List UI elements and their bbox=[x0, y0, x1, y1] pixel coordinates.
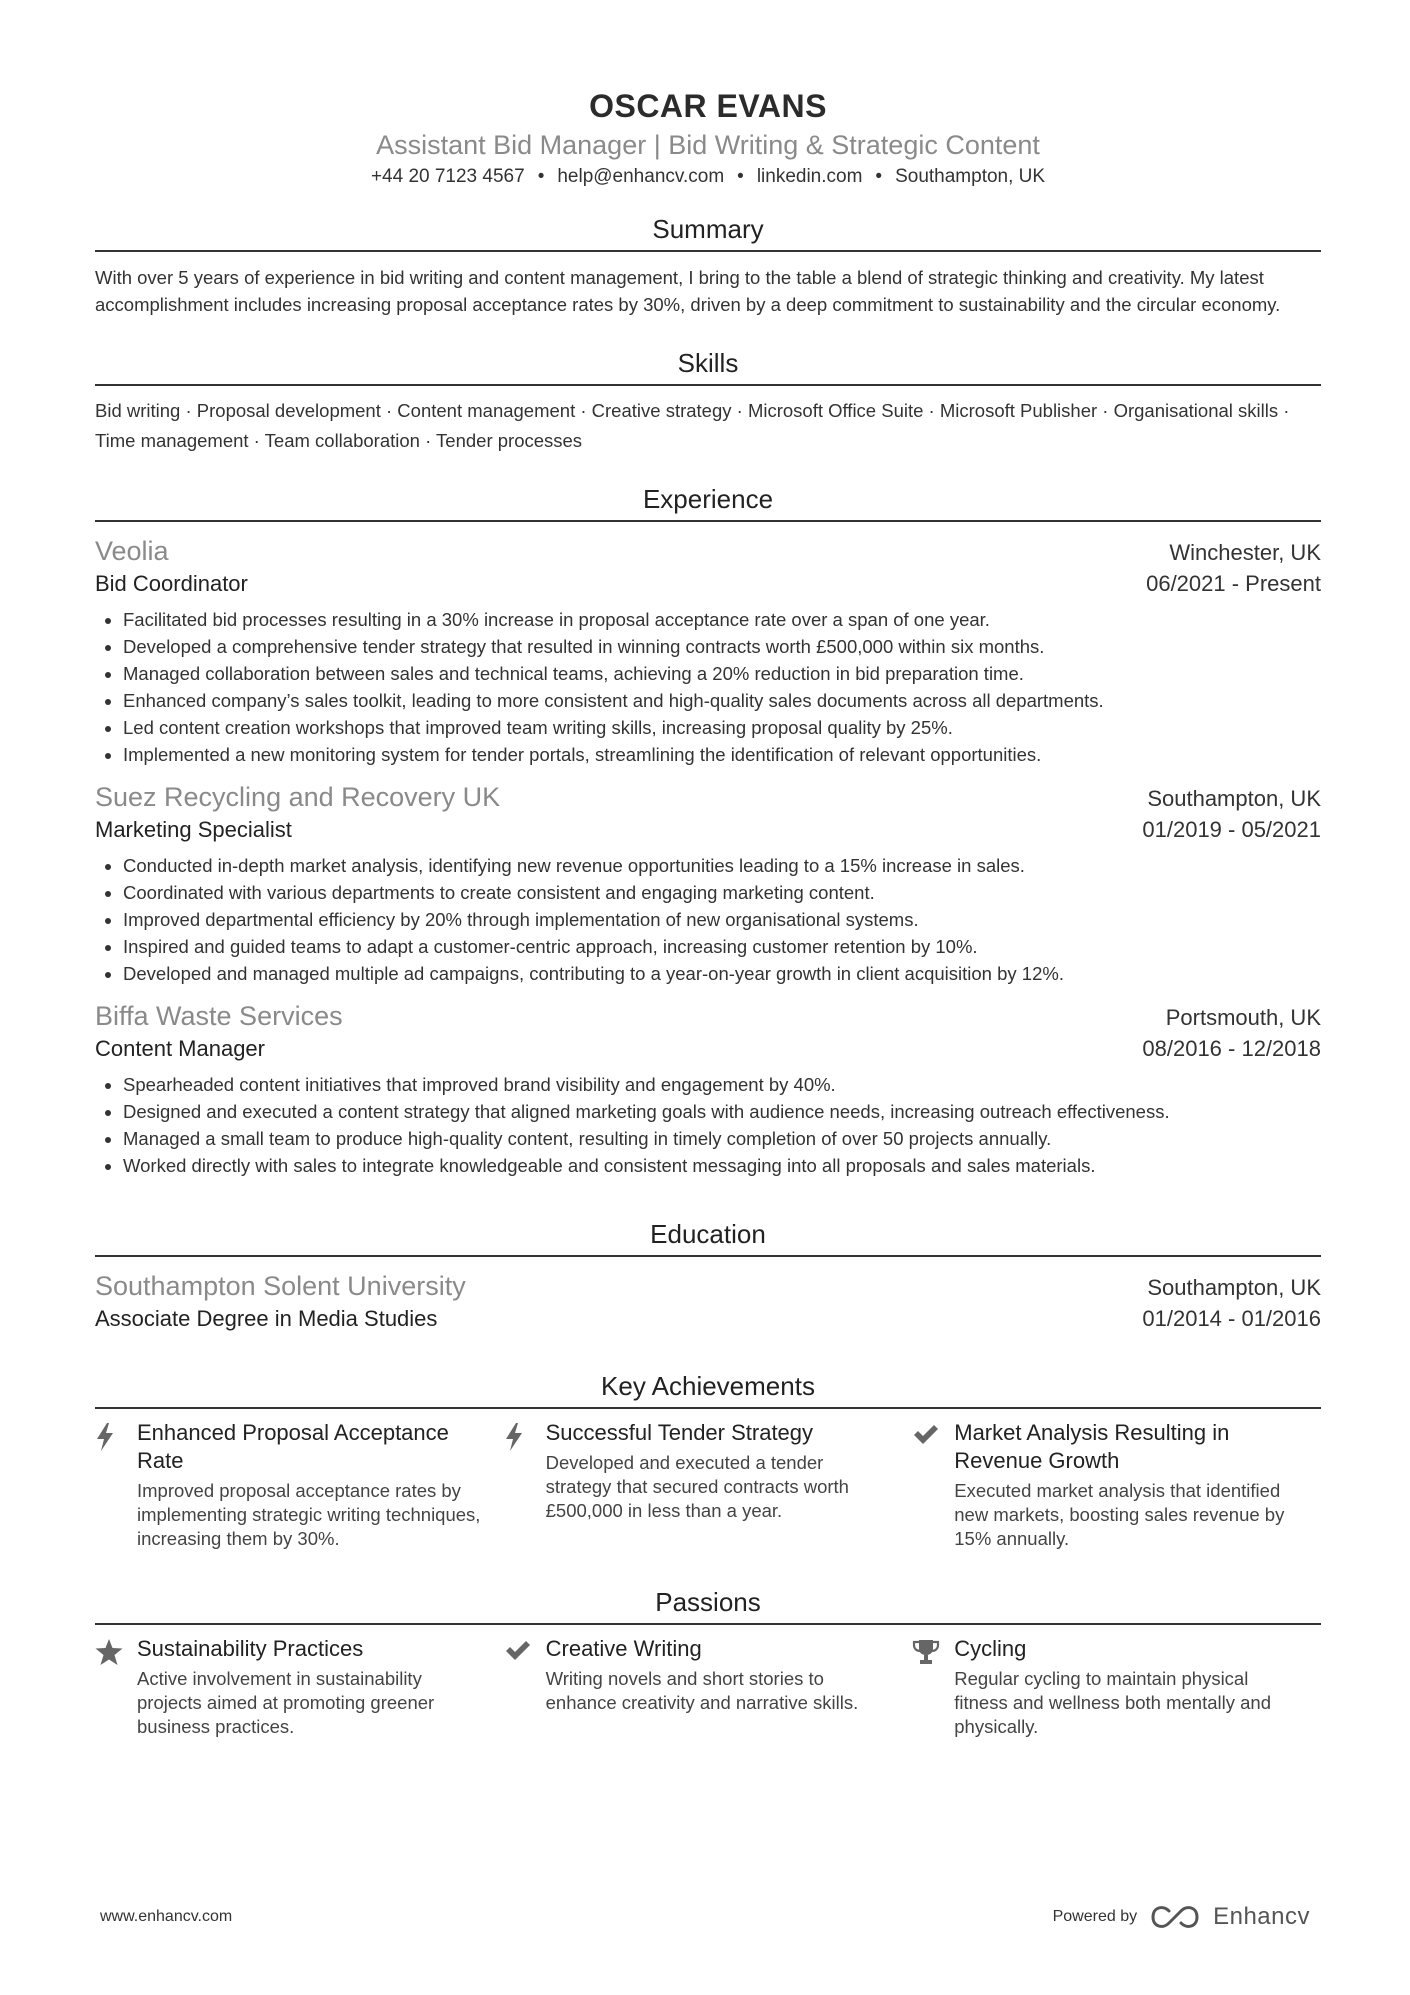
achievement-text: Developed and executed a tender strategy that secured contracts worth £500,000 in less than a year. bbox=[545, 1452, 849, 1521]
contact-line bbox=[95, 164, 1321, 190]
job-bullet: • Conducted in-depth market analysis, identifying new revenue opportunities leading to a 15% increase in sales. bbox=[123, 852, 1321, 879]
job-location: Southampton, UK bbox=[1147, 786, 1321, 811]
experience-section bbox=[95, 482, 1321, 1179]
job-role: Content Manager bbox=[95, 1036, 265, 1061]
achievements-section bbox=[95, 1369, 1321, 1551]
summary-section bbox=[95, 212, 1321, 318]
summary-text: With over 5 years of experience in bid writing and content management, I bring to the table a blend of strategic thinking and creativity. My latest accomplishment includes increasing proposal acceptance rates by 30%, driven by a deep commitment to sustainability and the circular economy. bbox=[95, 267, 1281, 315]
skills-list: Bid writing · Proposal development · Content management · Creative strategy · Microsoft Office Suite · Microsoft Publisher · Organisational skills · Time management · Team collaboration · Tender processes bbox=[95, 400, 1290, 451]
lightning-bolt-icon bbox=[95, 1419, 137, 1551]
achievement-body bbox=[954, 1419, 1301, 1551]
job-role-row bbox=[95, 814, 1321, 846]
achievement-body bbox=[546, 1419, 893, 1551]
education-degree-row bbox=[95, 1303, 1321, 1335]
job-entry bbox=[95, 999, 1321, 1179]
section-title-skills: Skills bbox=[95, 346, 1321, 386]
achievement-heading: Successful Tender Strategy bbox=[545, 1420, 814, 1445]
passion-text: Active involvement in sustainability projects aimed at promoting greener business practices. bbox=[137, 1668, 435, 1737]
education-school: Southampton Solent University bbox=[95, 1271, 466, 1301]
education-degree: Associate Degree in Media Studies bbox=[95, 1306, 438, 1331]
section-title-achievements: Key Achievements bbox=[95, 1369, 1321, 1409]
passion-body bbox=[954, 1635, 1301, 1739]
achievement-text: Improved proposal acceptance rates by implementing strategic writing techniques, increasing them by 30%. bbox=[137, 1480, 481, 1549]
passion-item bbox=[912, 1635, 1321, 1739]
job-dates: 08/2016 - 12/2018 bbox=[1142, 1036, 1321, 1061]
job-bullet: • Managed a small team to produce high-quality content, resulting in timely completion of over 50 projects annually. bbox=[123, 1125, 1321, 1152]
education-entry bbox=[95, 1269, 1321, 1335]
job-bullet: • Spearheaded content initiatives that improved brand visibility and engagement by 40%. bbox=[123, 1071, 1321, 1098]
job-bullets bbox=[95, 852, 1321, 987]
job-bullet: • Designed and executed a content strategy that aligned marketing goals with audience needs, increasing outreach effectiveness. bbox=[123, 1098, 1321, 1125]
candidate-location: Southampton, UK bbox=[895, 166, 1046, 187]
job-bullet: • Developed and managed multiple ad campaigns, contributing to a year-on-year growth in client acquisition by 12%. bbox=[123, 960, 1321, 987]
resume-header bbox=[95, 0, 1321, 190]
job-bullet: • Inspired and guided teams to adapt a customer-centric approach, increasing customer retention by 10%. bbox=[123, 933, 1321, 960]
linkedin-link[interactable]: linkedin.com bbox=[756, 166, 863, 187]
passion-item bbox=[95, 1635, 504, 1739]
job-bullet: • Developed a comprehensive tender strategy that resulted in winning contracts worth £500,000 within six months. bbox=[123, 633, 1321, 660]
passion-body bbox=[137, 1635, 484, 1739]
powered-by-label: Powered by bbox=[1052, 1908, 1138, 1925]
achievement-heading: Enhanced Proposal Acceptance Rate bbox=[137, 1420, 449, 1473]
footer-website-link[interactable]: www.enhancv.com bbox=[100, 1908, 233, 1925]
job-dates: 06/2021 - Present bbox=[1146, 571, 1321, 596]
job-header-row bbox=[95, 999, 1321, 1033]
achievement-item bbox=[504, 1419, 913, 1551]
job-header-row bbox=[95, 780, 1321, 814]
job-role: Bid Coordinator bbox=[95, 571, 248, 596]
achievement-item bbox=[95, 1419, 504, 1551]
job-bullets bbox=[95, 606, 1321, 768]
phone-number: +44 20 7123 4567 bbox=[370, 166, 525, 187]
passion-heading: Creative Writing bbox=[545, 1636, 702, 1661]
section-title-experience: Experience bbox=[95, 482, 1321, 522]
achievement-text: Executed market analysis that identified new markets, boosting sales revenue by 15% annually. bbox=[954, 1480, 1285, 1549]
achievements-grid bbox=[95, 1419, 1321, 1551]
candidate-title: Assistant Bid Manager | Bid Writing & Strategic Content bbox=[376, 130, 1040, 160]
passion-heading: Cycling bbox=[954, 1636, 1027, 1661]
section-title-education: Education bbox=[95, 1217, 1321, 1257]
footer-brand bbox=[1053, 1903, 1310, 1931]
skills-section bbox=[95, 346, 1321, 456]
job-bullet: • Managed collaboration between sales and technical teams, achieving a 20% reduction in bid preparation time. bbox=[123, 660, 1321, 687]
email-link[interactable]: help@enhancv.com bbox=[557, 166, 725, 187]
job-bullets bbox=[95, 1071, 1321, 1179]
enhancv-logo-text: Enhancv bbox=[1213, 1903, 1310, 1930]
passions-section bbox=[95, 1585, 1321, 1739]
job-role: Marketing Specialist bbox=[95, 817, 292, 842]
achievement-item bbox=[912, 1419, 1321, 1551]
checkmark-icon bbox=[912, 1419, 954, 1551]
job-bullet: • Coordinated with various departments to create consistent and engaging marketing content. bbox=[123, 879, 1321, 906]
star-icon bbox=[95, 1635, 137, 1739]
job-bullet: • Facilitated bid processes resulting in a 30% increase in proposal acceptance rate over a span of one year. bbox=[123, 606, 1321, 633]
job-role-row bbox=[95, 1033, 1321, 1065]
job-entry bbox=[95, 534, 1321, 768]
job-header-row bbox=[95, 534, 1321, 568]
passions-grid bbox=[95, 1635, 1321, 1739]
education-section bbox=[95, 1217, 1321, 1335]
job-bullet: • Improved departmental efficiency by 20% through implementation of new organisational systems. bbox=[123, 906, 1321, 933]
contact-separator: • bbox=[737, 166, 744, 187]
section-title-summary: Summary bbox=[95, 212, 1321, 252]
section-title-passions: Passions bbox=[95, 1585, 1321, 1625]
job-location: Winchester, UK bbox=[1169, 540, 1321, 565]
enhancv-logo-icon bbox=[1151, 1905, 1199, 1929]
achievement-body bbox=[137, 1419, 484, 1551]
education-header-row bbox=[95, 1269, 1321, 1303]
education-dates: 01/2014 - 01/2016 bbox=[1142, 1306, 1321, 1331]
job-bullet: • Led content creation workshops that improved team writing skills, increasing proposal quality by 25%. bbox=[123, 714, 1321, 741]
job-company: Biffa Waste Services bbox=[95, 1001, 343, 1031]
passion-heading: Sustainability Practices bbox=[137, 1636, 364, 1661]
job-dates: 01/2019 - 05/2021 bbox=[1142, 817, 1321, 842]
passion-item bbox=[504, 1635, 913, 1739]
job-bullet: • Implemented a new monitoring system for tender portals, streamlining the identification of relevant opportunities. bbox=[123, 741, 1321, 768]
job-bullet: • Worked directly with sales to integrate knowledgeable and consistent messaging into all proposals and sales materials. bbox=[123, 1152, 1321, 1179]
checkmark-icon bbox=[504, 1635, 546, 1739]
job-entry bbox=[95, 780, 1321, 987]
contact-separator: • bbox=[875, 166, 883, 187]
passion-body bbox=[546, 1635, 893, 1739]
achievement-heading: Market Analysis Resulting in Revenue Growth bbox=[954, 1420, 1230, 1473]
passion-text: Regular cycling to maintain physical fitness and wellness both mentally and physically. bbox=[954, 1668, 1271, 1737]
job-company: Suez Recycling and Recovery UK bbox=[95, 782, 501, 812]
job-bullet: • Enhanced company’s sales toolkit, leading to more consistent and high-quality sales documents across all departments. bbox=[123, 687, 1321, 714]
job-role-row bbox=[95, 568, 1321, 600]
passion-text: Writing novels and short stories to enhance creativity and narrative skills. bbox=[545, 1668, 859, 1713]
resume-page bbox=[95, 0, 1321, 1739]
contact-separator: • bbox=[537, 166, 545, 187]
candidate-name: OSCAR EVANS bbox=[589, 88, 827, 124]
page-footer bbox=[100, 1903, 1310, 1931]
lightning-bolt-icon bbox=[504, 1419, 546, 1551]
education-location: Southampton, UK bbox=[1147, 1275, 1321, 1300]
trophy-icon bbox=[912, 1635, 954, 1739]
job-location: Portsmouth, UK bbox=[1165, 1005, 1321, 1030]
job-company: Veolia bbox=[95, 536, 169, 566]
